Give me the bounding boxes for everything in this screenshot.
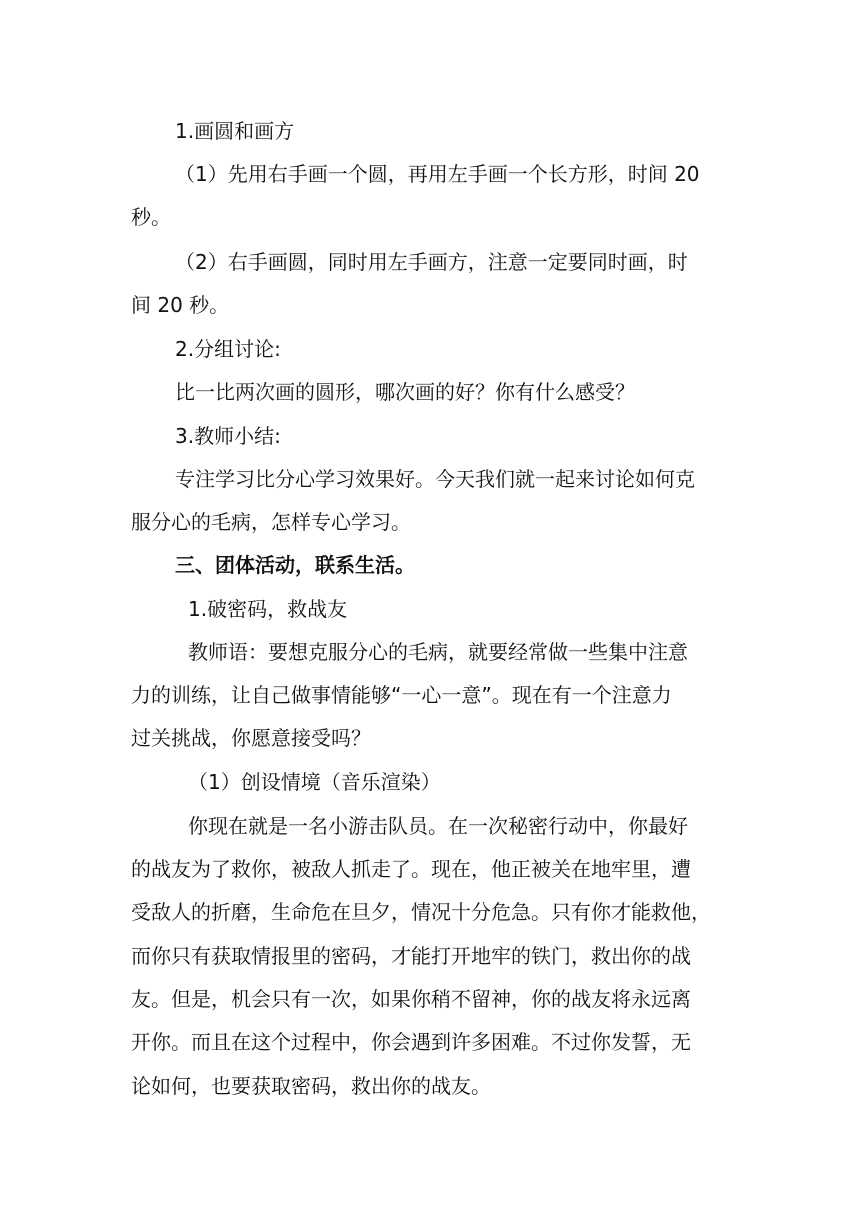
heading-draw-circle-square: 1.画圆和画方 xyxy=(175,119,295,143)
paragraph-step-2-line-2: 间 20 秒。 xyxy=(131,293,230,317)
paragraph-step-1-line-2: 秒。 xyxy=(131,205,171,229)
paragraph-summary-line-1: 专注学习比分心学习效果好。今天我们就一起来讨论如何克 xyxy=(175,467,695,491)
heading-create-scenario: （1）创设情境（音乐渲染） xyxy=(188,770,441,794)
paragraph-scenario-line-3: 受敌人的折磨，生命危在旦夕，情况十分危急。只有你才能救他， xyxy=(131,900,711,924)
paragraph-step-1-line-1: （1）先用右手画一个圆，再用左手画一个长方形，时间 20 xyxy=(175,162,700,186)
paragraph-step-2-line-1: （2）右手画圆，同时用左手画方，注意一定要同时画，时 xyxy=(175,250,688,274)
paragraph-scenario-line-1: 你现在就是一名小游击队员。在一次秘密行动中，你最好 xyxy=(188,814,688,838)
paragraph-scenario-line-4: 而你只有获取情报里的密码，才能打开地牢的铁门，救出你的战 xyxy=(131,944,691,968)
paragraph-summary-line-2: 服分心的毛病，怎样专心学习。 xyxy=(131,510,411,534)
paragraph-teacher-line-1: 教师语：要想克服分心的毛病，就要经常做一些集中注意 xyxy=(188,640,688,664)
paragraph-scenario-line-5: 友。但是，机会只有一次，如果你稍不留神，你的战友将永远离 xyxy=(131,987,691,1011)
paragraph-teacher-line-2: 力的训练，让自己做事情能够“一心一意”。现在有一个注意力 xyxy=(131,683,672,707)
paragraph-discussion: 比一比两次画的圆形，哪次画的好？你有什么感受？ xyxy=(175,380,635,404)
heading-teacher-summary: 3.教师小结: xyxy=(175,424,281,448)
paragraph-scenario-line-6: 开你。而且在这个过程中，你会遇到许多困难。不过你发誓，无 xyxy=(131,1030,691,1054)
heading-break-code: 1.破密码，救战友 xyxy=(188,597,348,621)
paragraph-teacher-line-3: 过关挑战，你愿意接受吗？ xyxy=(131,726,371,750)
paragraph-scenario-line-2: 的战友为了救你，被敌人抓走了。现在，他正被关在地牢里，遭 xyxy=(131,857,691,881)
heading-group-discussion: 2.分组讨论: xyxy=(175,337,281,361)
section-heading-group-activity: 三、团体活动，联系生活。 xyxy=(175,553,415,577)
paragraph-scenario-line-7: 论如何，也要获取密码，救出你的战友。 xyxy=(131,1074,491,1098)
